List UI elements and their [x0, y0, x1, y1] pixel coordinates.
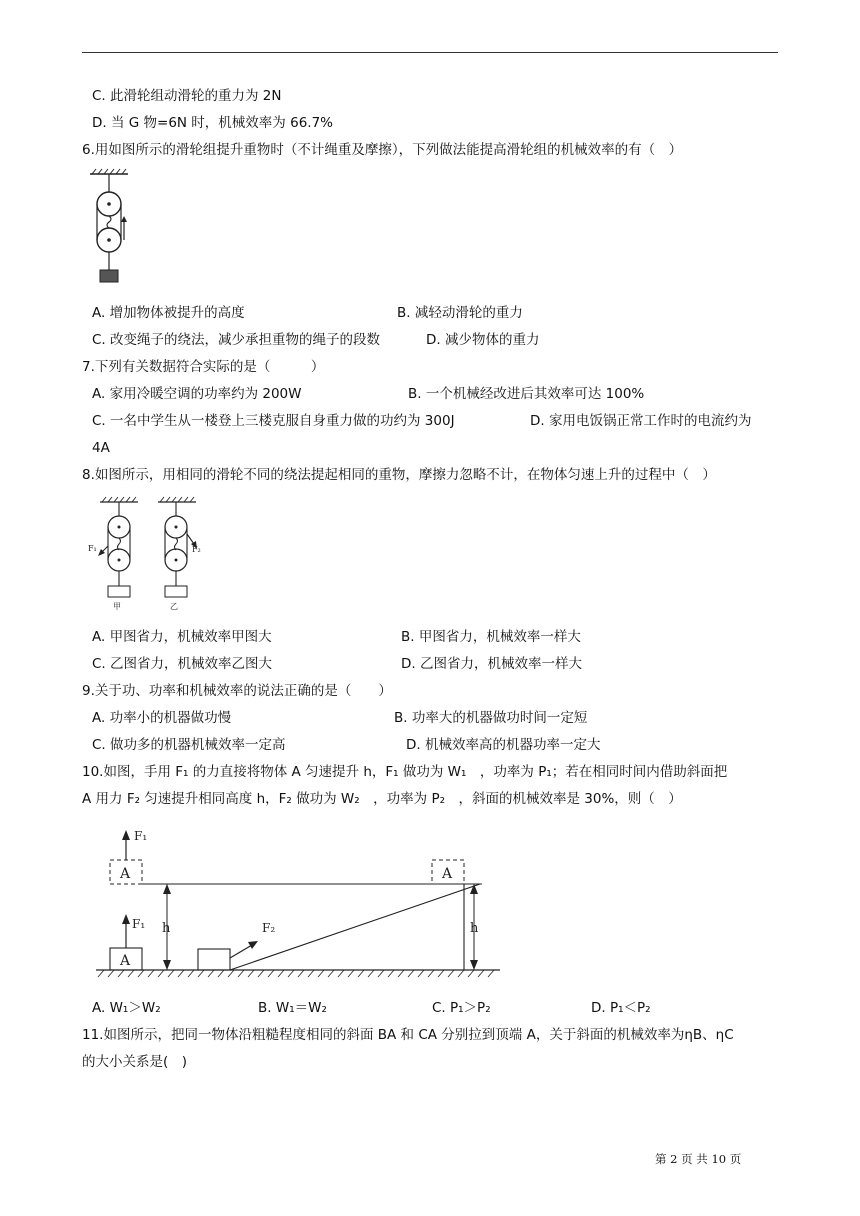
q7-option-a: A. 家用冷暖空调的功率约为 200W [92, 386, 302, 402]
q10-fig-a-top-left: A [120, 866, 131, 882]
q10-stem-line2: A 用力 F₂ 匀速提升相同高度 h，F₂ 做功为 W₂ ，功率为 P₂ ，斜面的机械效率是 30%，则（ ） [82, 791, 682, 807]
q10-fig-a-top-right: A [442, 866, 453, 882]
q8-fig-f1-label: F₁ [88, 544, 97, 553]
q10-fig-f1-top: F₁ [134, 829, 148, 843]
q8-fig-yi-label: 乙 [170, 602, 178, 611]
q9-option-b: B. 功率大的机器做功时间一定短 [394, 710, 588, 726]
q10-option-b: B. W₁＝W₂ [258, 1000, 327, 1016]
q5-option-d: D. 当 G 物=6N 时，机械效率为 66.7% [92, 115, 333, 131]
q10-option-c: C. P₁＞P₂ [432, 1000, 491, 1016]
q8-option-d: D. 乙图省力，机械效率一样大 [401, 656, 582, 672]
q8-pulley-figure [86, 494, 216, 618]
q10-option-d: D. P₁＜P₂ [591, 1000, 651, 1016]
q10-fig-f2: F₂ [262, 921, 276, 935]
q5-option-c: C. 此滑轮组动滑轮的重力为 2N [92, 88, 282, 104]
q10-fig-h-right: h [470, 921, 479, 936]
q8-option-b: B. 甲图省力，机械效率一样大 [401, 629, 581, 645]
q6-stem: 6.用如图所示的滑轮组提升重物时（不计绳重及摩擦），下列做法能提高滑轮组的机械效率的有（ ） [82, 142, 683, 158]
q7-stem: 7.下列有关数据符合实际的是（ ） [82, 359, 325, 375]
q10-stem-line1: 10.如图，手用 F₁ 的力直接将物体 A 匀速提升 h，F₁ 做功为 W₁ ，功率为 P₁；若在相同时间内借助斜面把 [82, 764, 728, 780]
q6-option-d: D. 减少物体的重力 [426, 332, 540, 348]
q9-option-d: D. 机械效率高的机器功率一定大 [406, 737, 601, 753]
q6-option-a: A. 增加物体被提升的高度 [92, 305, 245, 321]
q6-option-b: B. 减轻动滑轮的重力 [397, 305, 523, 321]
q11-stem-line2: 的大小关系是( ) [82, 1054, 188, 1070]
q9-option-c: C. 做功多的机器机械效率一定高 [92, 737, 286, 753]
q6-pulley-figure [88, 166, 138, 292]
q7-option-b: B. 一个机械经改进后其效率可达 100% [408, 386, 645, 402]
q7-option-d: D. 家用电饭锅正常工作时的电流约为 [530, 413, 752, 429]
q10-fig-h-left: h [162, 921, 171, 936]
q10-incline-figure [92, 818, 504, 988]
q10-fig-a-bottom: A [120, 953, 131, 969]
q8-option-c: C. 乙图省力，机械效率乙图大 [92, 656, 273, 672]
header-rule [82, 52, 778, 53]
q7-option-c: C. 一名中学生从一楼登上三楼克服自身重力做的功约为 300J [92, 413, 455, 429]
q8-option-a: A. 甲图省力，机械效率甲图大 [92, 629, 272, 645]
q9-stem: 9.关于功、功率和机械效率的说法正确的是（ ） [82, 683, 392, 699]
q8-stem: 8.如图所示，用相同的滑轮不同的绕法提起相同的重物，摩擦力忽略不计，在物体匀速上升的过程中（ ） [82, 467, 716, 483]
q7-option-d-continued: 4A [92, 440, 110, 456]
q11-stem-line1: 11.如图所示，把同一物体沿粗糙程度相同的斜面 BA 和 CA 分别拉到顶端 A，关于斜面的机械效率为ηB、ηC [82, 1027, 734, 1043]
q10-option-a: A. W₁＞W₂ [92, 1000, 161, 1016]
q8-fig-f2-label: F₂ [192, 545, 201, 554]
q9-option-a: A. 功率小的机器做功慢 [92, 710, 232, 726]
page-footer: 第 2 页 共 10 页 [655, 1152, 742, 1166]
q8-fig-jia-label: 甲 [113, 602, 121, 611]
q10-fig-f1-bottom: F₁ [132, 917, 146, 931]
q6-option-c: C. 改变绳子的绕法，减少承担重物的绳子的段数 [92, 332, 381, 348]
